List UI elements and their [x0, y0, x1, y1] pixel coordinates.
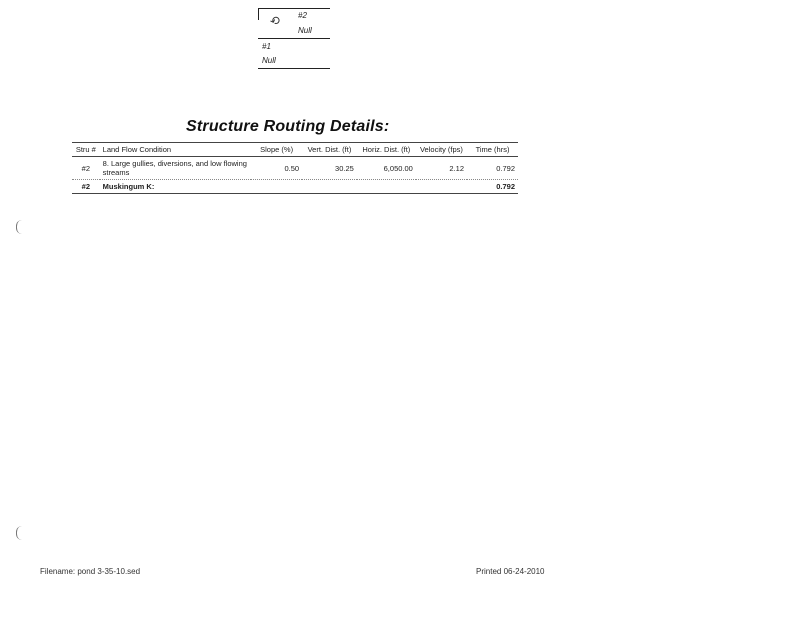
outlet-arrow-icon: ⟲	[267, 12, 283, 30]
cell-vert: 30.25	[302, 157, 357, 180]
col-header-condition: Land Flow Condition	[100, 143, 251, 157]
total-label: Muskingum K:	[100, 180, 467, 194]
cell-condition: 8. Large gullies, diversions, and low flowing streams	[100, 157, 251, 180]
col-header-horiz: Horiz. Dist. (ft)	[357, 143, 416, 157]
scan-mark	[16, 526, 25, 540]
total-stru: #2	[72, 180, 100, 194]
table-row	[72, 157, 518, 180]
footer-printed-date: Printed 06-24-2010	[476, 567, 545, 576]
col-header-vert: Vert. Dist. (ft)	[302, 143, 357, 157]
total-time: 0.792	[467, 180, 518, 194]
cell-velocity: 2.12	[416, 157, 467, 180]
node-top-id: #2	[298, 11, 307, 20]
table-total-row	[72, 180, 518, 194]
scan-mark	[16, 220, 25, 234]
footer-filename: Filename: pond 3-35-10.sed	[40, 567, 141, 576]
structure-diagram	[258, 8, 330, 70]
node-bottom-name: Null	[262, 56, 276, 65]
col-header-time: Time (hrs)	[467, 143, 518, 157]
cell-time: 0.792	[467, 157, 518, 180]
col-header-stru: Stru #	[72, 143, 100, 157]
cell-horiz: 6,050.00	[357, 157, 416, 180]
cell-stru: #2	[72, 157, 100, 180]
node-bottom-id: #1	[262, 42, 271, 51]
node-top-name: Null	[298, 26, 312, 35]
cell-slope: 0.50	[251, 157, 302, 180]
col-header-slope: Slope (%)	[251, 143, 302, 157]
table-header-row	[72, 143, 518, 157]
page-title: Structure Routing Details:	[186, 118, 390, 135]
col-header-velocity: Velocity (fps)	[416, 143, 467, 157]
routing-table	[72, 142, 518, 194]
